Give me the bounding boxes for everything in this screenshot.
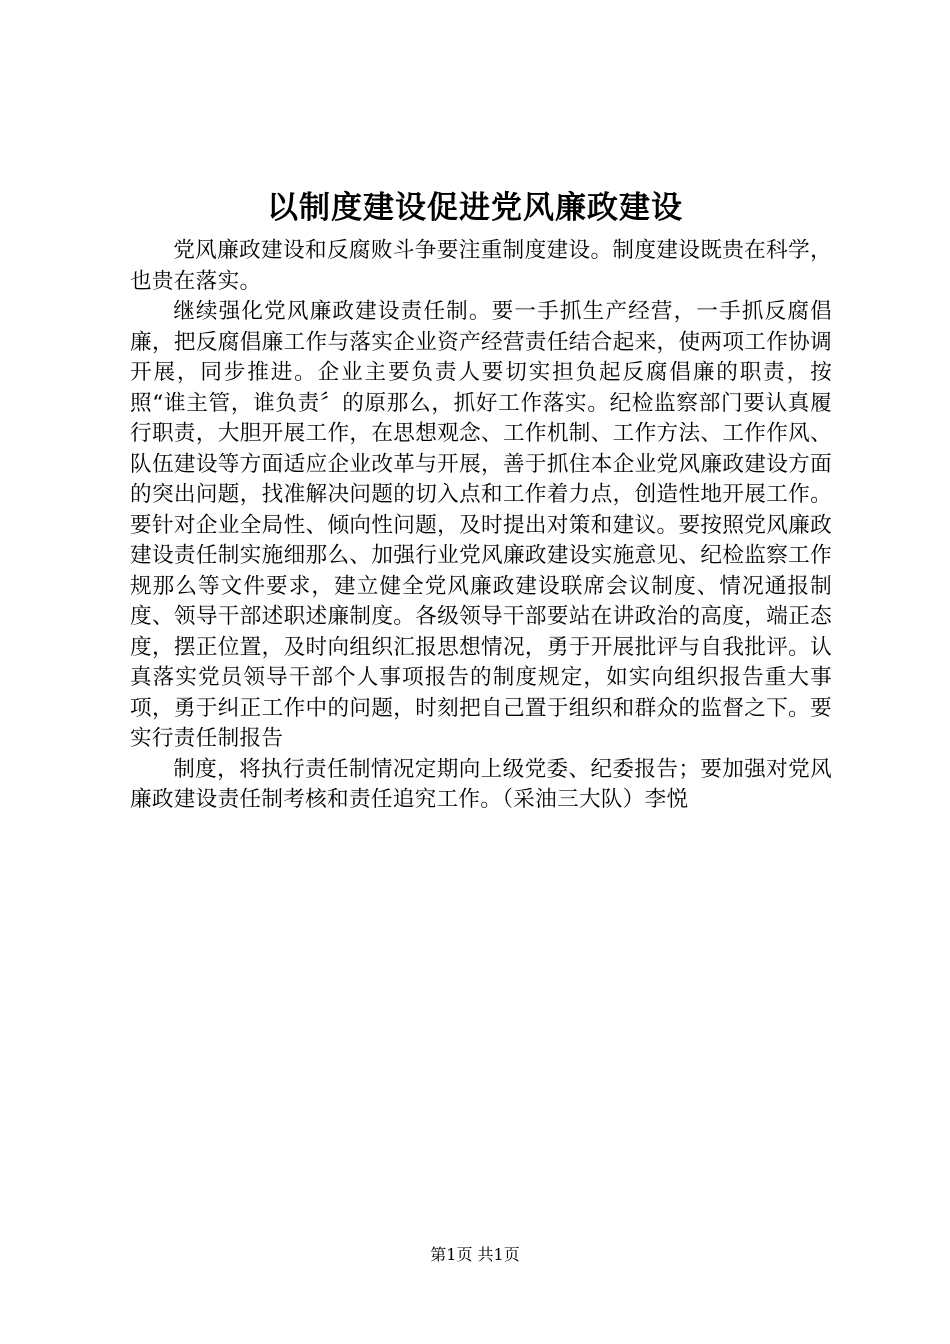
paragraph-3: 制度，将执行责任制情况定期向上级党委、纪委报告；要加强对党风廉政建设责任制考核和责任追究工作。（采油三大队）李悦 <box>130 756 832 812</box>
page-footer: 第1页 共1页 <box>430 1245 520 1264</box>
paragraph-1: 党风廉政建设和反腐败斗争要注重制度建设。制度建设既贵在科学，也贵在落实。 <box>130 238 832 294</box>
document-title: 以制度建设促进党风廉政建设 <box>267 190 683 226</box>
document-body <box>130 236 832 816</box>
paragraph-2: 继续强化党风廉政建设责任制。要一手抓生产经营，一手抓反腐倡廉，把反腐倡廉工作与落实企业资产经营责任结合起来，使两项工作协调开展，同步推进。企业主要负责人要切实担负起反腐倡廉的职责，按照“谁主管，谁负责〞的原那么，抓好工作落实。纪检监察部门要认真履行职责，大胆开展工作，在思想观念、工作机制、工作方法、工作作风、队伍建设等方面适应企业改革与开展，善于抓住本企业党风廉政建设方面的突出问题，找准解决问题的切入点和工作着力点，创造性地开展工作。要针对企业全局性、倾向性问题，及时提出对策和建议。要按照党风廉政建设责任制实施细那么、加强行业党风廉政建设实施意见、纪检监察工作规那么等文件要求，建立健全党风廉政建设联席会议制度、情况通报制度、领导干部述职述廉制度。各级领导干部要站在讲政治的高度，端正态度，摆正位置，及时向组织汇报思想情况，勇于开展批评与自我批评。认真落实党员领导干部个人事项报告的制度规定，如实向组织报告重大事项，勇于纠正工作中的问题，时刻把自己置于组织和群众的监督之下。要实行责任制报告 <box>130 299 832 751</box>
